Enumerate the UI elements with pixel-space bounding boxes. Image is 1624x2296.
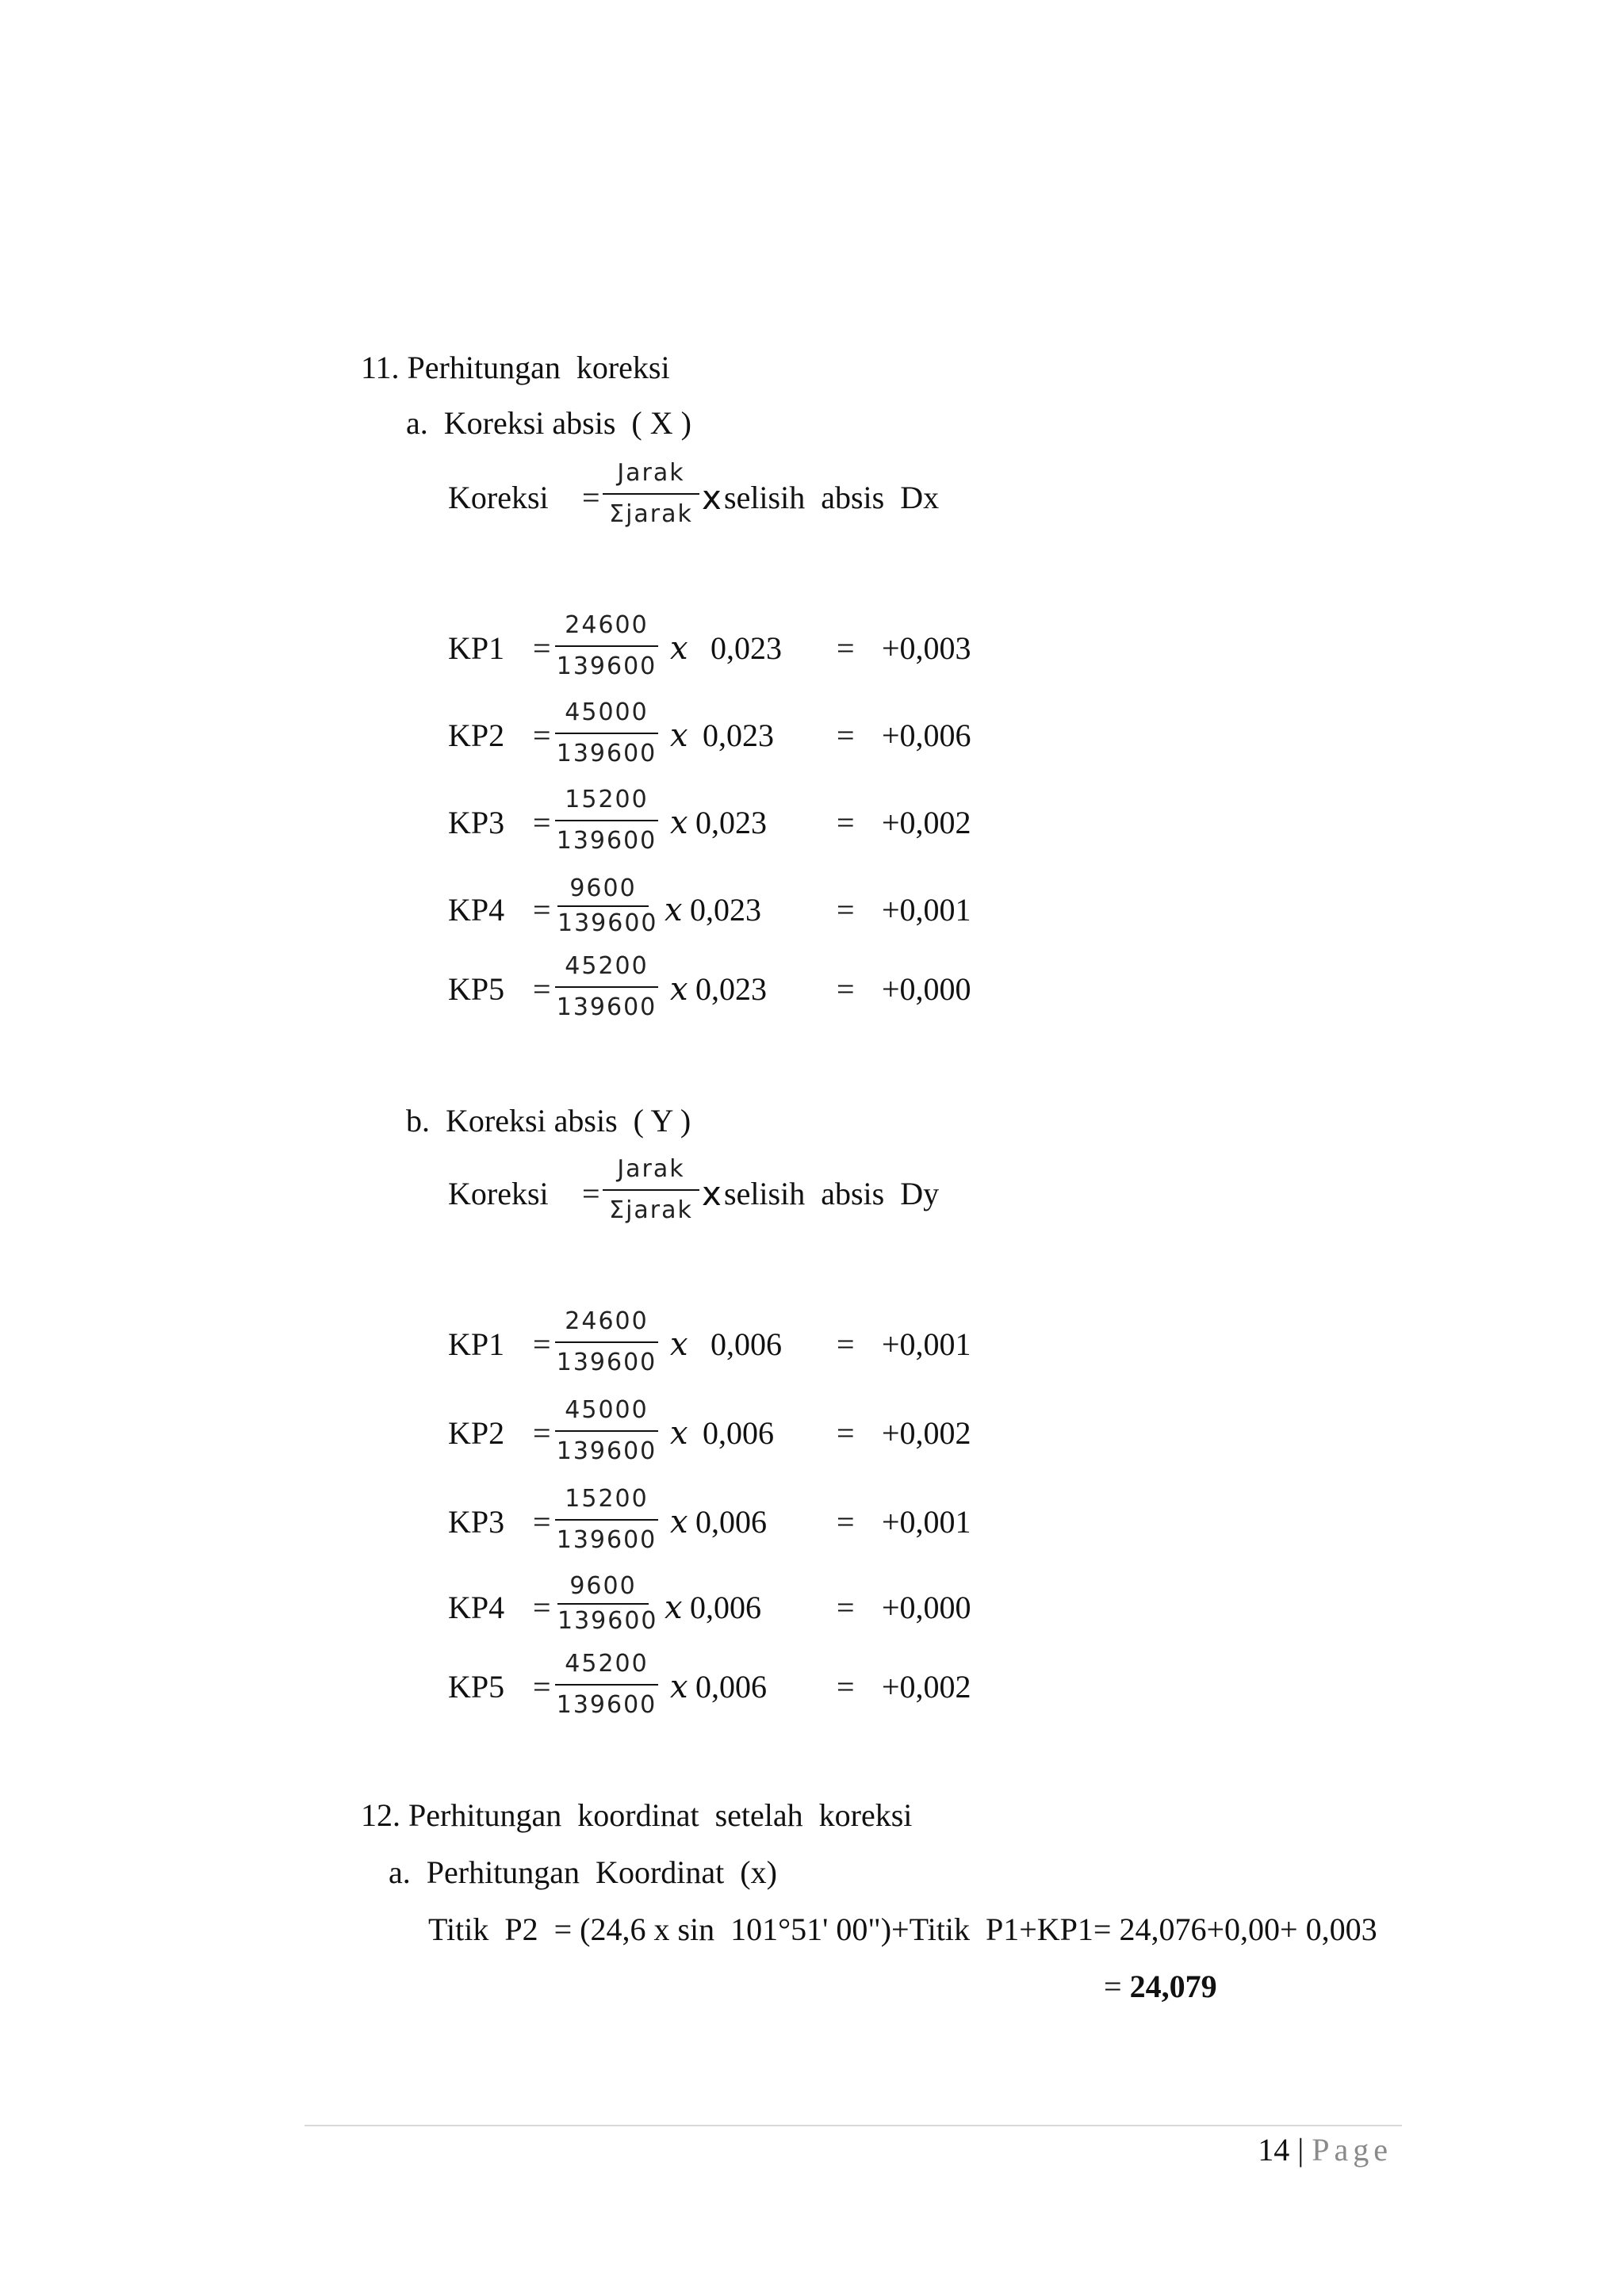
row-eq: =: [533, 1415, 551, 1451]
row-factor: 0,006: [703, 1415, 774, 1451]
formula-rest: selisih absis Dy: [724, 1176, 940, 1211]
row-result: +0,001: [882, 1504, 971, 1540]
row-eq: =: [533, 1669, 551, 1705]
row-times: 𝑥: [665, 1590, 683, 1626]
row-times: 𝑥: [670, 1669, 688, 1705]
row-fraction: [555, 1484, 658, 1556]
row-label: KP3: [448, 805, 505, 840]
row-result-eq: =: [837, 971, 855, 1007]
section-11a-title: a. Koreksi absis ( X ): [406, 405, 691, 441]
row-fraction: [555, 951, 658, 1023]
fraction-denominator: 139600: [556, 652, 657, 680]
row-times: 𝑥: [670, 1504, 688, 1540]
fraction-numerator: 9600: [569, 874, 637, 902]
result-value: 24,079: [1129, 1969, 1217, 2004]
row-fraction: [557, 1571, 658, 1636]
row-result: +0,003: [882, 630, 971, 666]
row-result-eq: =: [837, 805, 855, 840]
formula-numerator: Jarak: [617, 1155, 685, 1183]
row-label: KP2: [448, 718, 505, 753]
fraction-denominator: 139600: [557, 909, 658, 937]
row-label: KP1: [448, 630, 505, 666]
row-fraction: [555, 785, 658, 856]
formula-denominator: Σjarak: [609, 1196, 693, 1224]
row-result: +0,002: [882, 1669, 971, 1705]
row-result-eq: =: [837, 1669, 855, 1705]
row-result: +0,000: [882, 1590, 971, 1625]
row-result: +0,006: [882, 718, 971, 753]
fraction-denominator: 139600: [556, 993, 657, 1021]
row-eq: =: [533, 1326, 551, 1362]
row-times: 𝑥: [670, 1415, 688, 1452]
formula-label: Koreksi: [448, 1176, 549, 1211]
formula-fraction: [603, 458, 699, 530]
row-label: KP2: [448, 1415, 505, 1451]
formula-times: x: [702, 1174, 722, 1213]
row-factor: 0,023: [695, 805, 767, 840]
fraction-numerator: 24600: [565, 1307, 649, 1335]
row-result-eq: =: [837, 1326, 855, 1362]
section-11-heading: 11. Perhitungan koreksi: [361, 350, 670, 385]
row-result: +0,001: [882, 1326, 971, 1362]
row-factor: 0,006: [690, 1590, 761, 1625]
row-times: 𝑥: [670, 718, 688, 754]
row-eq: =: [533, 971, 551, 1007]
row-eq: =: [533, 1504, 551, 1540]
row-eq: =: [533, 892, 551, 928]
row-result: +0,001: [882, 892, 971, 928]
row-eq: =: [533, 1590, 551, 1625]
section-12a-title: a. Perhitungan Koordinat (x): [389, 1854, 777, 1890]
row-result-eq: =: [837, 1590, 855, 1625]
row-factor: 0,006: [695, 1669, 767, 1705]
formula-numerator: Jarak: [617, 459, 685, 487]
row-result: +0,002: [882, 1415, 971, 1451]
row-label: KP5: [448, 971, 505, 1007]
fraction-denominator: 139600: [556, 740, 657, 767]
section-12-heading: 12. Perhitungan koordinat setelah koreksi: [361, 1797, 913, 1833]
fraction-denominator: 139600: [556, 1349, 657, 1376]
row-fraction: [555, 1395, 658, 1467]
row-times: 𝑥: [670, 1326, 688, 1363]
page-number: 14: [1258, 2132, 1290, 2168]
row-fraction: [555, 1649, 658, 1720]
row-label: KP4: [448, 1590, 505, 1625]
footer-divider: [304, 2125, 1402, 2126]
row-fraction: [555, 610, 658, 682]
section-12a-formula: Titik P2 = (24,6 x sin 101°51' 00")+Titik P1+KP1= 24,076+0,00+ 0,003: [428, 1911, 1377, 1947]
result-eq: =: [1104, 1969, 1130, 2004]
formula-eq: =: [582, 480, 600, 515]
row-factor: 0,006: [695, 1504, 767, 1540]
formula-eq: =: [582, 1176, 600, 1211]
page-word: Page: [1312, 2132, 1392, 2168]
row-label: KP4: [448, 892, 505, 928]
row-times: 𝑥: [670, 971, 688, 1008]
formula-times: x: [702, 478, 722, 517]
section-12a-result: [1104, 1968, 1217, 2006]
formula-label: Koreksi: [448, 480, 549, 515]
row-result-eq: =: [837, 892, 855, 928]
row-eq: =: [533, 805, 551, 840]
fraction-denominator: 139600: [556, 1691, 657, 1719]
row-times: 𝑥: [670, 805, 688, 841]
row-times: 𝑥: [665, 892, 683, 928]
row-eq: =: [533, 718, 551, 753]
formula-denominator: Σjarak: [609, 500, 693, 528]
row-fraction: [557, 874, 658, 939]
row-result: +0,002: [882, 805, 971, 840]
fraction-numerator: 15200: [565, 786, 649, 813]
row-result-eq: =: [837, 1504, 855, 1540]
page-footer: [1258, 2131, 1392, 2169]
fraction-denominator: 139600: [557, 1607, 658, 1635]
row-factor: 0,023: [695, 971, 767, 1007]
row-label: KP3: [448, 1504, 505, 1540]
fraction-numerator: 45200: [565, 952, 649, 980]
row-result-eq: =: [837, 718, 855, 753]
fraction-numerator: 9600: [569, 1572, 637, 1600]
fraction-numerator: 45000: [565, 1396, 649, 1424]
fraction-denominator: 139600: [556, 1526, 657, 1554]
fraction-denominator: 139600: [556, 1437, 657, 1465]
fraction-numerator: 45000: [565, 698, 649, 726]
row-result-eq: =: [837, 1415, 855, 1451]
row-result-eq: =: [837, 630, 855, 666]
row-times: 𝑥: [670, 630, 688, 667]
fraction-numerator: 45200: [565, 1650, 649, 1678]
row-fraction: [555, 1307, 658, 1378]
fraction-denominator: 139600: [556, 827, 657, 855]
fraction-numerator: 15200: [565, 1485, 649, 1513]
formula-fraction: [603, 1154, 699, 1226]
row-label: KP1: [448, 1326, 505, 1362]
row-label: KP5: [448, 1669, 505, 1705]
row-factor: 0,006: [710, 1326, 782, 1362]
row-eq: =: [533, 630, 551, 666]
row-factor: 0,023: [703, 718, 774, 753]
footer-separator: |: [1289, 2132, 1312, 2168]
row-factor: 0,023: [710, 630, 782, 666]
row-result: +0,000: [882, 971, 971, 1007]
row-fraction: [555, 698, 658, 769]
fraction-numerator: 24600: [565, 611, 649, 639]
row-factor: 0,023: [690, 892, 761, 928]
formula-rest: selisih absis Dx: [724, 480, 940, 515]
section-11b-title: b. Koreksi absis ( Y ): [406, 1103, 691, 1138]
